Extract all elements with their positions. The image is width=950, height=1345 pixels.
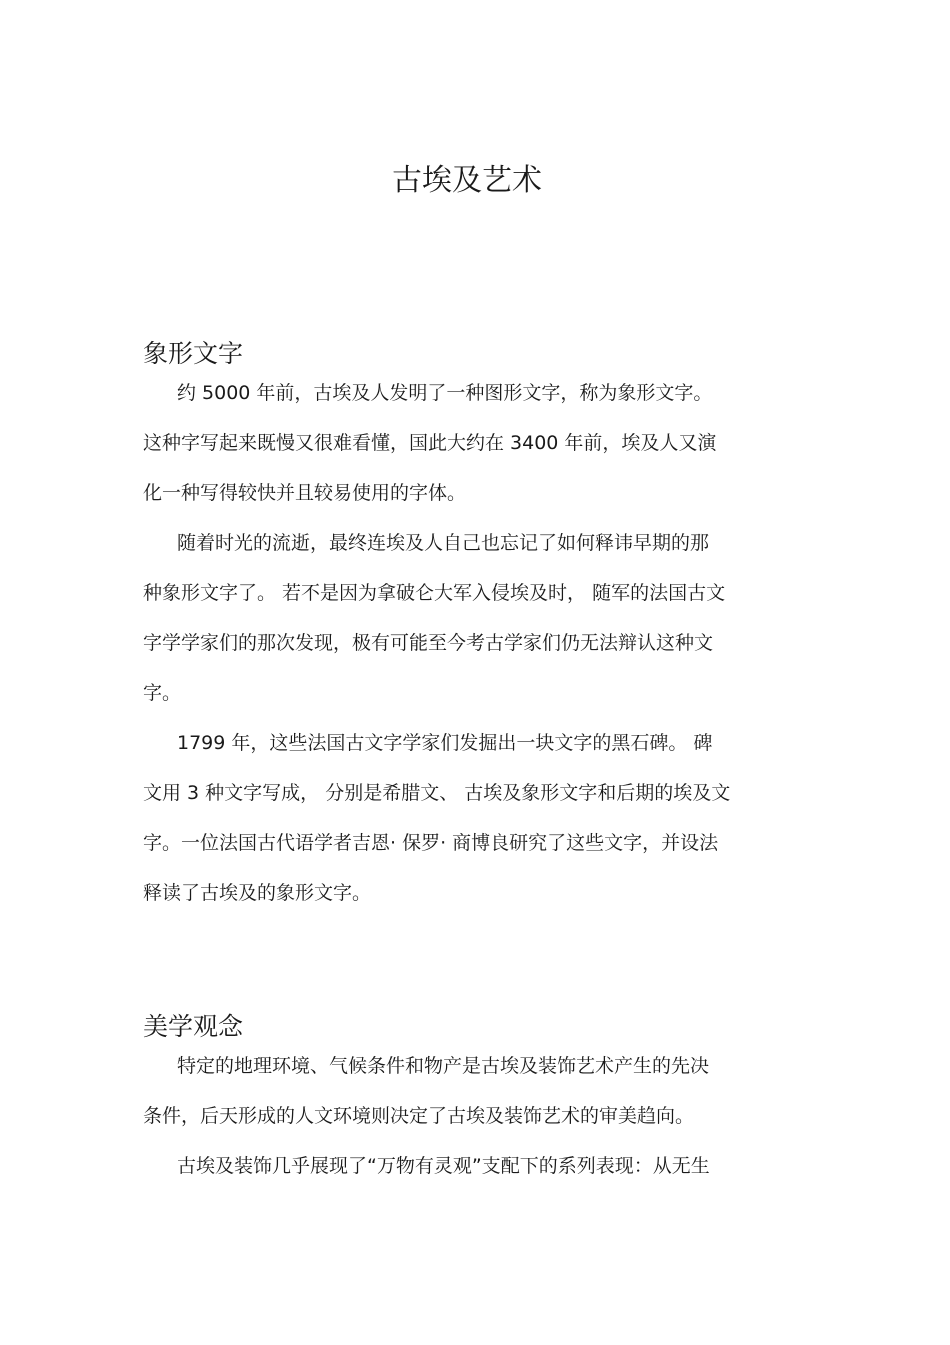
paragraph-line: 字。一位法国古代语学者吉恩· 保罗· 商博良研究了这些文字，并设法 (143, 832, 719, 854)
section-heading-hieroglyphs: 象形文字 (143, 338, 244, 368)
paragraph-line: 种象形文字了。 若不是因为拿破仑大军入侵埃及时， 随军的法国古文 (143, 582, 726, 604)
paragraph-line: 这种字写起来既慢又很难看懂，国此大约在 3400 年前，埃及人又演 (143, 432, 717, 454)
paragraph-line: 化一种写得较快并且较易使用的字体。 (143, 482, 467, 504)
paragraph-line: 古埃及装饰几乎展现了“万物有灵观”支配下的系列表现：从无生 (177, 1155, 710, 1177)
paragraph-line: 随着时光的流逝，最终连埃及人自己也忘记了如何释讳早期的那 (177, 532, 710, 554)
paragraph-line: 条件，后天形成的人文环境则决定了古埃及装饰艺术的审美趋向。 (143, 1105, 695, 1127)
paragraph-line: 约 5000 年前，古埃及人发明了一种图形文字，称为象形文字。 (177, 382, 713, 404)
paragraph-line: 文用 3 种文字写成， 分别是希腊文、 古埃及象形文字和后期的埃及文 (143, 782, 731, 804)
paragraph-line: 释读了古埃及的象形文字。 (143, 882, 372, 904)
paragraph-line: 字。 (143, 682, 182, 704)
section-heading-aesthetics: 美学观念 (143, 1011, 244, 1041)
paragraph-line: 特定的地理环境、气候条件和物产是古埃及装饰艺术产生的先决 (177, 1055, 710, 1077)
paragraph-line: 1799 年，这些法国古文字学家们发掘出一块文字的黑石碑。 碑 (177, 732, 713, 754)
paragraph-line: 字学学家们的那次发现，极有可能至今考古学家们仍无法辩认这种文 (143, 632, 714, 654)
document-title: 古埃及艺术 (392, 163, 542, 199)
